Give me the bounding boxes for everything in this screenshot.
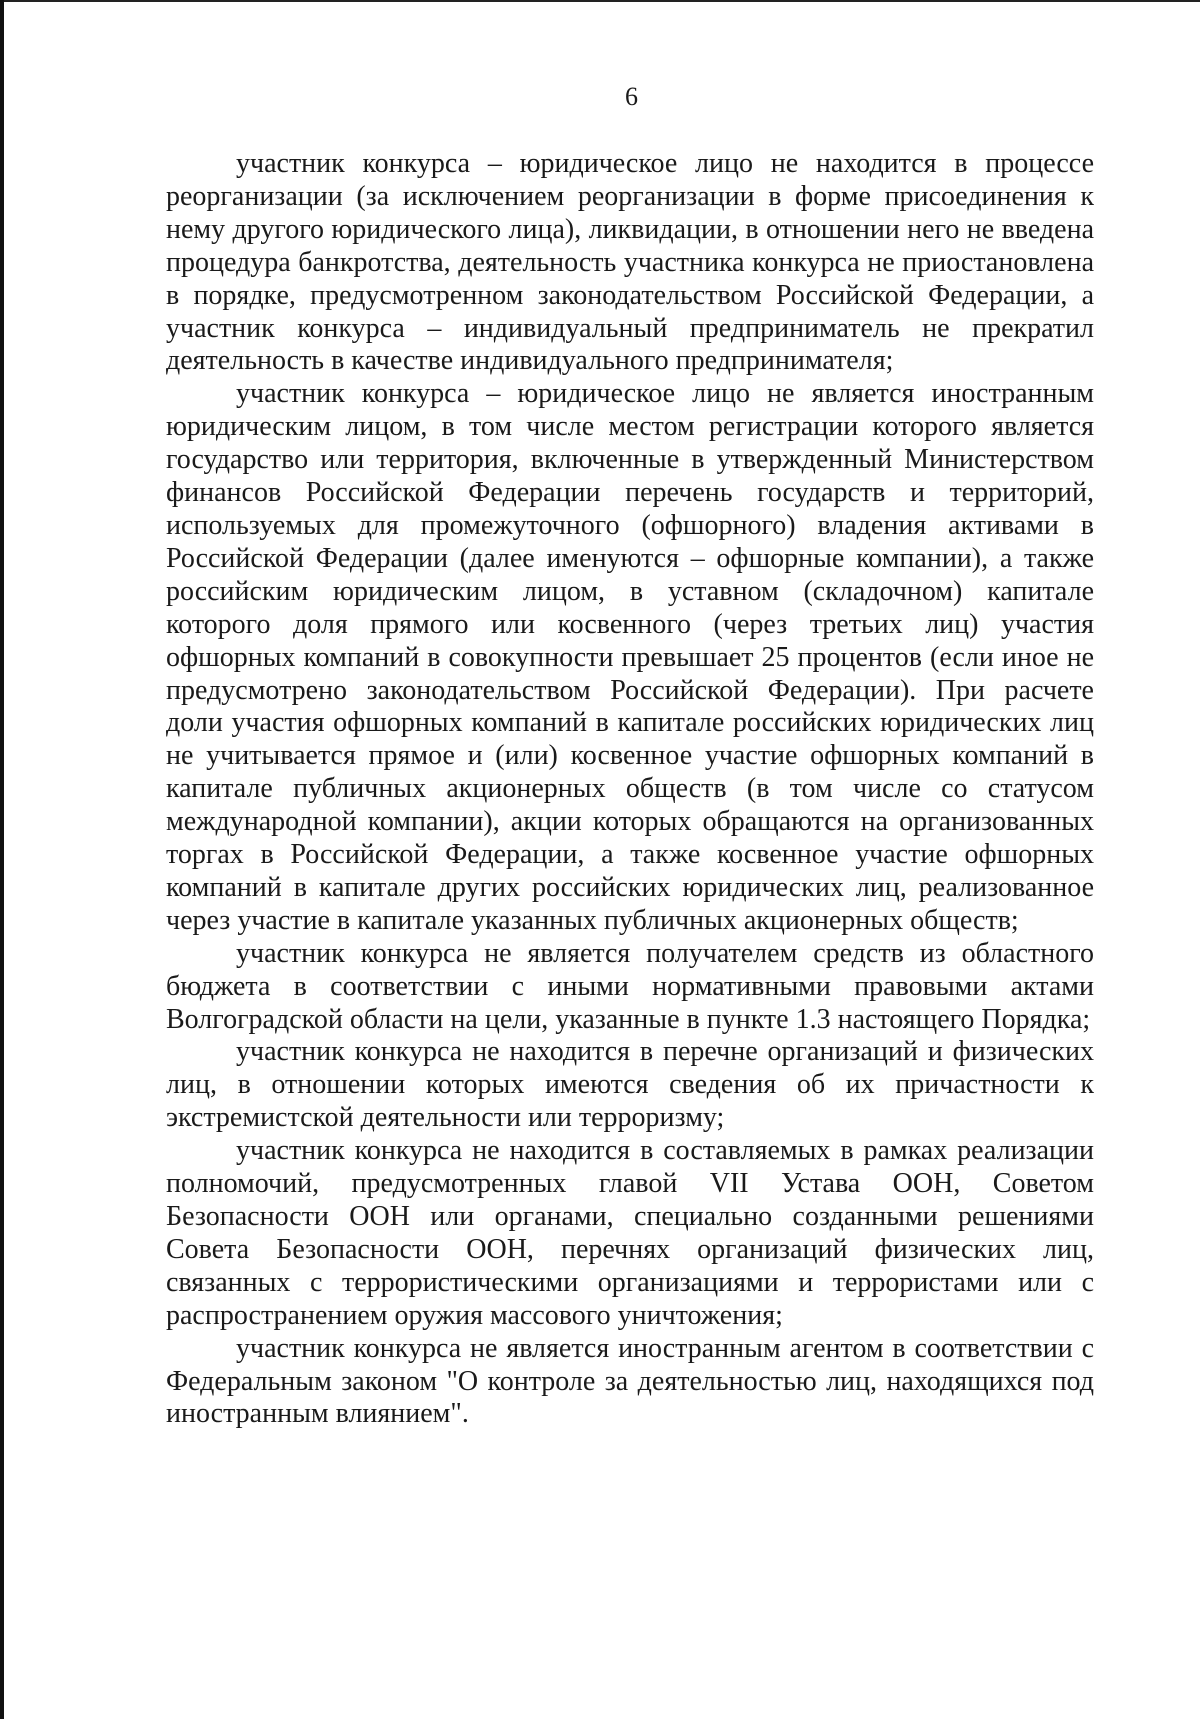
paragraph-foreign-agent: участник конкурса не является иностранным агентом в соответствии с Федеральным законом "О контроле за деятельностью лиц, находящихся под иностранным влиянием". — [166, 1332, 1094, 1430]
scan-left-edge — [0, 0, 4, 1719]
paragraph-budget-recipient: участник конкурса не является получателем средств из областного бюджета в соответствии с иными нормативными правовыми актами Волгоградской области на цели, указанные в пункте 1.3 настоящего Порядка; — [166, 937, 1094, 1035]
document-body — [166, 148, 1094, 1431]
page-number: 6 — [625, 82, 638, 111]
paragraph-un-sanctions-list: участник конкурса не находится в составляемых в рамках реализации полномочий, предусмотренных главой VII Устава ООН, Советом Безопасности ООН или органами, специально созданными решениями Совета Безопасности ООН, перечнях организаций физических лиц, связанных с террористическими организациями и террористами или с распространением оружия массового уничтожения; — [166, 1135, 1094, 1331]
paragraph-extremism-list: участник конкурса не находится в перечне организаций и физических лиц, в отношении которых имеются сведения об их причастности к экстремистской деятельности или терроризму; — [166, 1036, 1094, 1134]
paragraph-reorganization: участник конкурса – юридическое лицо не находится в процессе реорганизации (за исключением реорганизации в форме присоединения к нему другого юридического лица), ликвидации, в отношении него не введена процедура банкротства, деятельность участника конкурса не приостановлена в порядке, предусмотренном законодательством Российской Федерации, а участник конкурса – индивидуальный предприниматель не прекратил деятельность в качестве индивидуального предпринимателя; — [166, 148, 1094, 377]
paragraph-offshore-companies: участник конкурса – юридическое лицо не является иностранным юридическим лицом, в том числе местом регистрации которого является государство или территория, включенные в утвержденный Министерством финансов Российской Федерации перечень государств и территорий, используемых для промежуточного (офшорного) владения активами в Российской Федерации (далее именуются – офшорные компании), а также российским юридическим лицом, в уставном (складочном) капитале которого доля прямого или косвенного (через третьих лиц) участия офшорных компаний в совокупности превышает 25 процентов (если иное не предусмотрено законодательством Российской Федерации). При расчете доли участия офшорных компаний в капитале российских юридических лиц не учитывается прямое и (или) косвенное участие офшорных компаний в капитале публичных акционерных обществ (в том числе со статусом международной компании), акции которых обращаются на организованных торгах в Российской Федерации, а также косвенное участие офшорных компаний в капитале других российских юридических лиц, реализованное через участие в капитале указанных публичных акционерных обществ; — [166, 378, 1094, 936]
scan-top-edge — [0, 0, 1200, 2]
